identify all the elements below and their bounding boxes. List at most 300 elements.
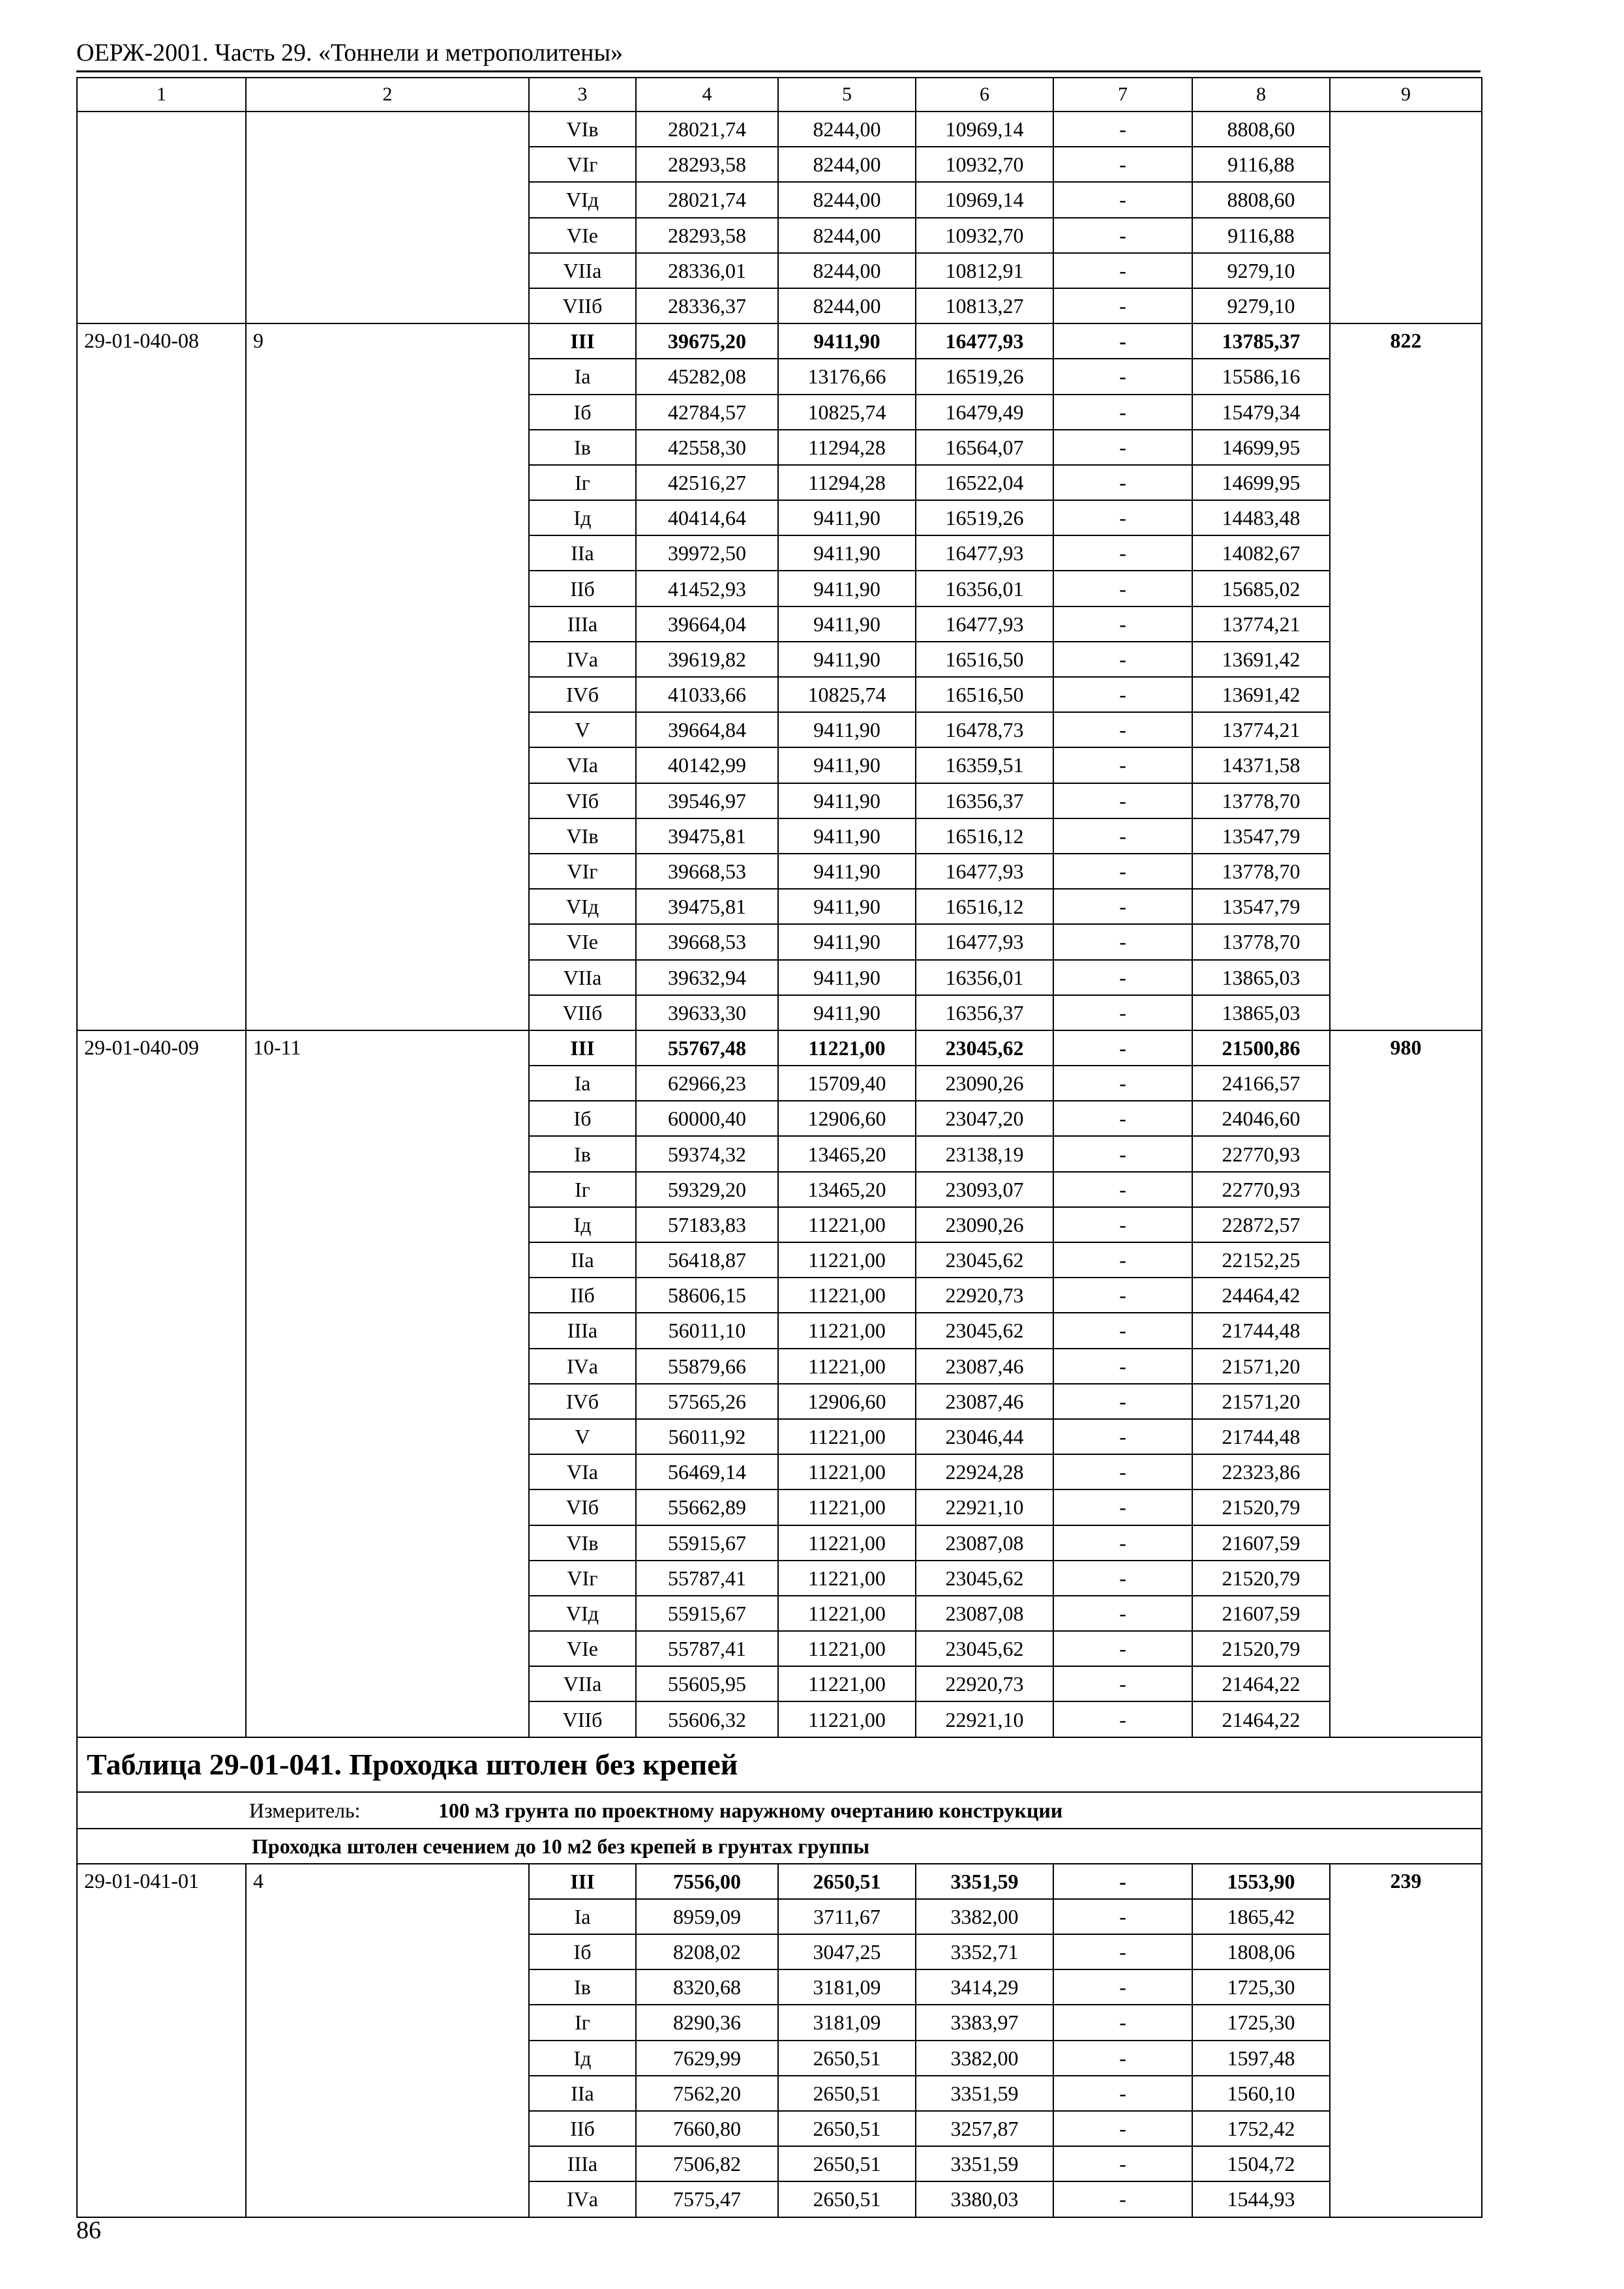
table-cell: 2650,51 — [778, 2076, 916, 2111]
table-cell: 1725,30 — [1192, 1969, 1330, 2005]
table-cell: 9116,88 — [1192, 218, 1330, 253]
table-cell: 3414,29 — [916, 1969, 1053, 2005]
table-cell: 2650,51 — [778, 2041, 916, 2076]
table-cell: VIе — [529, 1631, 636, 1666]
table-cell: 41033,66 — [636, 677, 778, 712]
table-cell: 55879,66 — [636, 1349, 778, 1384]
table-cell: IIб — [529, 1278, 636, 1313]
table-cell: 22921,10 — [916, 1701, 1053, 1737]
table-cell: 59374,32 — [636, 1136, 778, 1171]
table-cell: - — [1053, 465, 1192, 500]
table-cell: 13691,42 — [1192, 642, 1330, 677]
table-cell: 13547,79 — [1192, 818, 1330, 854]
table-cell: 16519,26 — [916, 500, 1053, 535]
table-cell: 21607,59 — [1192, 1525, 1330, 1561]
table-cell: Iг — [529, 465, 636, 500]
table-cell: 28021,74 — [636, 182, 778, 217]
table-cell: 24166,57 — [1192, 1066, 1330, 1101]
table-cell: 11221,00 — [778, 1419, 916, 1454]
table-cell: 23045,62 — [916, 1313, 1053, 1348]
table-cell: VIв — [529, 818, 636, 854]
table-cell: 16356,01 — [916, 571, 1053, 606]
table-cell: VIд — [529, 1596, 636, 1631]
rates-table — [76, 77, 1482, 2218]
table-cell: - — [1053, 1419, 1192, 1454]
table-cell: 1752,42 — [1192, 2111, 1330, 2146]
empty-cell — [246, 112, 529, 323]
table-cell: 13691,42 — [1192, 677, 1330, 712]
table-cell: VIIа — [529, 253, 636, 288]
table-cell: VIб — [529, 1489, 636, 1525]
table-cell: - — [1053, 1969, 1192, 2005]
table-cell: 21571,20 — [1192, 1349, 1330, 1384]
table-cell: 3047,25 — [778, 1934, 916, 1969]
table-cell: - — [1053, 1207, 1192, 1242]
table-cell: 28293,58 — [636, 147, 778, 182]
unit-value: 100 м3 грунта по проектному наружному очертанию конструкции — [438, 1798, 1063, 1822]
table-cell: 1504,72 — [1192, 2146, 1330, 2181]
column-number-cell: 3 — [529, 78, 636, 112]
table-cell: 16356,37 — [916, 995, 1053, 1030]
table-cell: 3351,59 — [916, 1864, 1053, 1899]
unit-row — [77, 1792, 1482, 1829]
table-cell: - — [1053, 995, 1192, 1030]
rate-code-cell: 29-01-040-08 — [77, 323, 246, 1030]
table-cell: 13176,66 — [778, 359, 916, 394]
table-cell: - — [1053, 818, 1192, 854]
table-cell: 16477,93 — [916, 924, 1053, 959]
table-cell: 21571,20 — [1192, 1384, 1330, 1419]
table-cell: 55915,67 — [636, 1596, 778, 1631]
table-cell: 22924,28 — [916, 1454, 1053, 1489]
table-cell: 42784,57 — [636, 395, 778, 430]
table-cell: 7575,47 — [636, 2181, 778, 2217]
table-cell: 56011,92 — [636, 1419, 778, 1454]
table-cell: VIIа — [529, 1666, 636, 1701]
table-cell: III — [529, 1030, 636, 1066]
table-cell: - — [1053, 677, 1192, 712]
table-cell: 45282,08 — [636, 359, 778, 394]
table-cell: 23090,26 — [916, 1207, 1053, 1242]
table-cell: Iг — [529, 1172, 636, 1207]
table-cell: 21500,86 — [1192, 1030, 1330, 1066]
soil-group-cell: 4 — [246, 1864, 529, 2217]
table-cell: 16516,12 — [916, 889, 1053, 924]
table-cell: 3380,03 — [916, 2181, 1053, 2217]
table-cell: VIг — [529, 147, 636, 182]
table-cell: VIIб — [529, 288, 636, 323]
table-cell: IIа — [529, 1242, 636, 1278]
table-cell: 3181,09 — [778, 1969, 916, 2005]
table-cell: - — [1053, 1101, 1192, 1136]
table-cell: 7506,82 — [636, 2146, 778, 2181]
table-cell: III — [529, 1864, 636, 1899]
table-row — [77, 1864, 1482, 1899]
table-cell: 13465,20 — [778, 1172, 916, 1207]
table-cell: 39664,04 — [636, 606, 778, 642]
table-cell: Iб — [529, 1101, 636, 1136]
table-cell: 9411,90 — [778, 323, 916, 359]
table-cell: - — [1053, 960, 1192, 995]
table-cell: 23087,46 — [916, 1349, 1053, 1384]
table-cell: IVа — [529, 1349, 636, 1384]
table-cell: 55606,32 — [636, 1701, 778, 1737]
table-cell: 21744,48 — [1192, 1419, 1330, 1454]
table-cell: 15586,16 — [1192, 359, 1330, 394]
table-cell: 11221,00 — [778, 1207, 916, 1242]
table-cell: 3352,71 — [916, 1934, 1053, 1969]
table-cell: 9116,88 — [1192, 147, 1330, 182]
table-cell: 39972,50 — [636, 535, 778, 571]
table-cell: - — [1053, 1864, 1192, 1899]
table-cell: 11294,28 — [778, 430, 916, 465]
table-cell: 41452,93 — [636, 571, 778, 606]
table-cell: 3257,87 — [916, 2111, 1053, 2146]
table-cell: 13774,21 — [1192, 606, 1330, 642]
table-cell: 39475,81 — [636, 818, 778, 854]
table-cell: - — [1053, 288, 1192, 323]
table-cell: 3382,00 — [916, 2041, 1053, 2076]
table-cell: 2650,51 — [778, 2146, 916, 2181]
table-cell: 9411,90 — [778, 960, 916, 995]
table-cell: - — [1053, 854, 1192, 889]
table-cell: - — [1053, 571, 1192, 606]
table-cell: 39668,53 — [636, 854, 778, 889]
table-cell: VIв — [529, 1525, 636, 1561]
table-cell: 14699,95 — [1192, 430, 1330, 465]
table-cell: 23046,44 — [916, 1419, 1053, 1454]
table-cell: 11221,00 — [778, 1596, 916, 1631]
table-cell: 55605,95 — [636, 1666, 778, 1701]
table-cell: 3351,59 — [916, 2076, 1053, 2111]
table-cell: 9279,10 — [1192, 253, 1330, 288]
table-cell: - — [1053, 1066, 1192, 1101]
table-cell: VIIа — [529, 960, 636, 995]
table-cell: IVб — [529, 677, 636, 712]
table-cell: 12906,60 — [778, 1101, 916, 1136]
table-cell: 9411,90 — [778, 854, 916, 889]
table-cell: 14371,58 — [1192, 747, 1330, 783]
table-cell: - — [1053, 1561, 1192, 1596]
table-cell: 9411,90 — [778, 783, 916, 818]
table-cell: 10812,91 — [916, 253, 1053, 288]
column-number-cell: 9 — [1330, 78, 1482, 112]
table-cell: Iв — [529, 1136, 636, 1171]
rate-code-cell: 29-01-041-01 — [77, 1864, 246, 2217]
table-cell: 23087,46 — [916, 1384, 1053, 1419]
table-cell: - — [1053, 500, 1192, 535]
table-cell: Iд — [529, 500, 636, 535]
table-cell: - — [1053, 783, 1192, 818]
table-cell: Iд — [529, 1207, 636, 1242]
table-cell: 39619,82 — [636, 642, 778, 677]
table-cell: - — [1053, 642, 1192, 677]
table-cell: 9411,90 — [778, 889, 916, 924]
total-cell: 980 — [1330, 1030, 1482, 1737]
total-cell: 822 — [1330, 323, 1482, 1030]
table-cell: 9411,90 — [778, 535, 916, 571]
page-number: 86 — [76, 2217, 101, 2244]
table-cell: VIв — [529, 112, 636, 147]
table-cell: 56469,14 — [636, 1454, 778, 1489]
table-cell: 21520,79 — [1192, 1631, 1330, 1666]
table-cell: - — [1053, 1701, 1192, 1737]
table-cell: 39633,30 — [636, 995, 778, 1030]
table-cell: 13865,03 — [1192, 960, 1330, 995]
table-cell: 28293,58 — [636, 218, 778, 253]
table-cell: 16477,93 — [916, 854, 1053, 889]
table-cell: 8244,00 — [778, 147, 916, 182]
table-cell: 22872,57 — [1192, 1207, 1330, 1242]
table-cell: 8208,02 — [636, 1934, 778, 1969]
table-cell: 10969,14 — [916, 112, 1053, 147]
table-cell: 16516,50 — [916, 642, 1053, 677]
table-cell: 21520,79 — [1192, 1489, 1330, 1525]
soil-group-cell: 10-11 — [246, 1030, 529, 1737]
table-cell: Iа — [529, 1899, 636, 1934]
table-cell: 22770,93 — [1192, 1172, 1330, 1207]
table-cell: IIа — [529, 2076, 636, 2111]
column-number-cell: 1 — [77, 78, 246, 112]
table-cell: 21464,22 — [1192, 1701, 1330, 1737]
table-cell: VIг — [529, 1561, 636, 1596]
table-cell: 1544,93 — [1192, 2181, 1330, 2217]
table-cell: 14483,48 — [1192, 500, 1330, 535]
table-cell: 23090,26 — [916, 1066, 1053, 1101]
table-cell: 13865,03 — [1192, 995, 1330, 1030]
soil-group-cell: 9 — [246, 323, 529, 1030]
table-cell: 3181,09 — [778, 2005, 916, 2040]
table-cell: Iв — [529, 430, 636, 465]
unit-label: Измеритель: — [249, 1798, 361, 1822]
table-cell: - — [1053, 1172, 1192, 1207]
table-cell: 9411,90 — [778, 747, 916, 783]
table-cell: Iб — [529, 395, 636, 430]
table-cell: IIIа — [529, 1313, 636, 1348]
table-cell: 16477,93 — [916, 323, 1053, 359]
table-cell: 21607,59 — [1192, 1596, 1330, 1631]
table-cell: VIд — [529, 182, 636, 217]
table-cell: 59329,20 — [636, 1172, 778, 1207]
table-cell: 11221,00 — [778, 1313, 916, 1348]
table-cell: 16564,07 — [916, 430, 1053, 465]
table-cell: - — [1053, 1454, 1192, 1489]
table-cell: 9411,90 — [778, 606, 916, 642]
table-cell: IIIа — [529, 2146, 636, 2181]
table-cell: - — [1053, 1631, 1192, 1666]
table-cell: VIIб — [529, 1701, 636, 1737]
table-cell: VIIб — [529, 995, 636, 1030]
table-cell: 24464,42 — [1192, 1278, 1330, 1313]
table-cell: 16479,49 — [916, 395, 1053, 430]
table-cell: 60000,40 — [636, 1101, 778, 1136]
table-cell: 15685,02 — [1192, 571, 1330, 606]
table-cell: 23045,62 — [916, 1030, 1053, 1066]
table-cell: 11221,00 — [778, 1561, 916, 1596]
table-cell: 14082,67 — [1192, 535, 1330, 571]
table-cell: 23087,08 — [916, 1596, 1053, 1631]
table-cell: 2650,51 — [778, 2181, 916, 2217]
table-cell: 23093,07 — [916, 1172, 1053, 1207]
total-cell: 239 — [1330, 1864, 1482, 2217]
table-cell: 22921,10 — [916, 1489, 1053, 1525]
empty-cell — [77, 112, 246, 323]
table-cell: 1560,10 — [1192, 2076, 1330, 2111]
table-cell: 9411,90 — [778, 500, 916, 535]
table-cell: Iа — [529, 359, 636, 394]
table-cell: 8320,68 — [636, 1969, 778, 2005]
table-cell: 16519,26 — [916, 359, 1053, 394]
table-cell: - — [1053, 1384, 1192, 1419]
table-cell: 23045,62 — [916, 1561, 1053, 1596]
table-cell: - — [1053, 535, 1192, 571]
table-cell: 11294,28 — [778, 465, 916, 500]
table-cell: 1865,42 — [1192, 1899, 1330, 1934]
table-cell: 11221,00 — [778, 1631, 916, 1666]
table-cell: 13547,79 — [1192, 889, 1330, 924]
table-cell: - — [1053, 182, 1192, 217]
table-cell: VIа — [529, 747, 636, 783]
table-cell: - — [1053, 1242, 1192, 1278]
table-cell: - — [1053, 1489, 1192, 1525]
table-cell: - — [1053, 1899, 1192, 1934]
table-cell: 40142,99 — [636, 747, 778, 783]
table-cell: 2650,51 — [778, 2111, 916, 2146]
table-cell: 15709,40 — [778, 1066, 916, 1101]
table-cell: 12906,60 — [778, 1384, 916, 1419]
table-cell: 8244,00 — [778, 253, 916, 288]
table-cell: 23087,08 — [916, 1525, 1053, 1561]
table-cell: 8290,36 — [636, 2005, 778, 2040]
table-row — [77, 1030, 1482, 1066]
table-cell: 23045,62 — [916, 1631, 1053, 1666]
table-cell: - — [1053, 2146, 1192, 2181]
table-cell: 11221,00 — [778, 1701, 916, 1737]
table-cell: 39632,94 — [636, 960, 778, 995]
table-cell: 10813,27 — [916, 288, 1053, 323]
table-cell: 1597,48 — [1192, 2041, 1330, 2076]
table-cell: IVа — [529, 2181, 636, 2217]
table-cell: 11221,00 — [778, 1525, 916, 1561]
column-number-cell: 2 — [246, 78, 529, 112]
table-cell: VIд — [529, 889, 636, 924]
table-cell: 39546,97 — [636, 783, 778, 818]
table-cell: 16477,93 — [916, 606, 1053, 642]
table-cell: VIе — [529, 924, 636, 959]
table-cell: 24046,60 — [1192, 1101, 1330, 1136]
table-cell: - — [1053, 1596, 1192, 1631]
table-cell: 10969,14 — [916, 182, 1053, 217]
table-cell: VIг — [529, 854, 636, 889]
table-cell: 57183,83 — [636, 1207, 778, 1242]
table-cell: 8244,00 — [778, 218, 916, 253]
table-cell: - — [1053, 2111, 1192, 2146]
table-cell: 16516,50 — [916, 677, 1053, 712]
table-cell: 1808,06 — [1192, 1934, 1330, 1969]
table-cell: 16477,93 — [916, 535, 1053, 571]
table-cell: 14699,95 — [1192, 465, 1330, 500]
table-cell: 11221,00 — [778, 1454, 916, 1489]
table-cell: 55787,41 — [636, 1561, 778, 1596]
table-cell: - — [1053, 1278, 1192, 1313]
table-cell: 11221,00 — [778, 1489, 916, 1525]
table-cell: 22920,73 — [916, 1278, 1053, 1313]
table-cell: 11221,00 — [778, 1278, 916, 1313]
table-cell: 16516,12 — [916, 818, 1053, 854]
table-cell: IIа — [529, 535, 636, 571]
table-cell: 9411,90 — [778, 642, 916, 677]
table-cell: 9411,90 — [778, 818, 916, 854]
table-cell: Iд — [529, 2041, 636, 2076]
table-title-row — [77, 1737, 1482, 1792]
table-cell: 22152,25 — [1192, 1242, 1330, 1278]
table-cell: 55767,48 — [636, 1030, 778, 1066]
table-cell: 42558,30 — [636, 430, 778, 465]
table-cell: 3383,97 — [916, 2005, 1053, 2040]
table-cell: - — [1053, 2181, 1192, 2217]
table-cell: - — [1053, 218, 1192, 253]
table-cell: 16356,37 — [916, 783, 1053, 818]
table-cell: 13785,37 — [1192, 323, 1330, 359]
table-cell: 9411,90 — [778, 712, 916, 747]
table-cell: 8244,00 — [778, 182, 916, 217]
table-cell: 10932,70 — [916, 147, 1053, 182]
table-cell: 21464,22 — [1192, 1666, 1330, 1701]
table-cell: 23138,19 — [916, 1136, 1053, 1171]
table-cell: 40414,64 — [636, 500, 778, 535]
subheading-row — [77, 1829, 1482, 1864]
table-cell: IIб — [529, 2111, 636, 2146]
table-cell: 16522,04 — [916, 465, 1053, 500]
table-row — [77, 323, 1482, 359]
table-cell: IIб — [529, 571, 636, 606]
table-cell: 11221,00 — [778, 1666, 916, 1701]
column-number-cell: 6 — [916, 78, 1053, 112]
table-cell: 22770,93 — [1192, 1136, 1330, 1171]
table-cell: - — [1053, 323, 1192, 359]
table-cell: 7556,00 — [636, 1864, 778, 1899]
table-row — [77, 112, 1482, 147]
table-cell: 13465,20 — [778, 1136, 916, 1171]
table-cell: 11221,00 — [778, 1349, 916, 1384]
table-cell: V — [529, 712, 636, 747]
table-cell: 55662,89 — [636, 1489, 778, 1525]
table-cell: - — [1053, 395, 1192, 430]
header-rule — [76, 70, 1481, 72]
table-cell: - — [1053, 1934, 1192, 1969]
table-cell: - — [1053, 1349, 1192, 1384]
table-cell: 13778,70 — [1192, 854, 1330, 889]
table-cell: 8959,09 — [636, 1899, 778, 1934]
table-cell: IIIа — [529, 606, 636, 642]
empty-cell — [1330, 112, 1482, 323]
unit-cell — [77, 1792, 1482, 1829]
table-cell: 39668,53 — [636, 924, 778, 959]
table-cell: 8808,60 — [1192, 112, 1330, 147]
table-cell: - — [1053, 712, 1192, 747]
table-cell: 8244,00 — [778, 112, 916, 147]
table-cell: 58606,15 — [636, 1278, 778, 1313]
table-cell: 2650,51 — [778, 1864, 916, 1899]
table-cell: - — [1053, 1525, 1192, 1561]
column-number-row — [77, 78, 1482, 112]
table-cell: 9279,10 — [1192, 288, 1330, 323]
table-cell: 23045,62 — [916, 1242, 1053, 1278]
table-cell: - — [1053, 1136, 1192, 1171]
table-cell: IVа — [529, 642, 636, 677]
table-cell: 10825,74 — [778, 395, 916, 430]
table-cell: - — [1053, 606, 1192, 642]
